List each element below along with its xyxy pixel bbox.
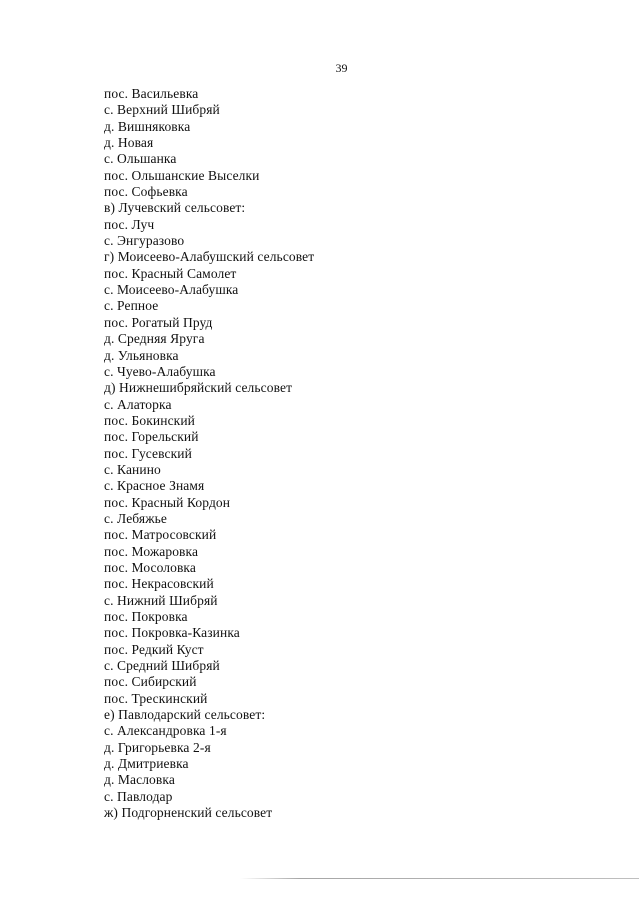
settlement-entry: пос. Некрасовский bbox=[104, 576, 214, 592]
settlement-entry: с. Верхний Шибряй bbox=[104, 102, 220, 118]
settlement-entry: пос. Бокинский bbox=[104, 412, 195, 428]
district-heading: д) Нижнешибряйский сельсовет bbox=[104, 380, 293, 396]
settlement-entry: д. Григорьевка 2-я bbox=[104, 739, 211, 755]
settlement-entry: пос. Ольшанские Выселки bbox=[104, 167, 260, 183]
settlement-entry: пос. Редкий Куст bbox=[104, 641, 204, 657]
settlement-entry: с. Ольшанка bbox=[104, 151, 177, 167]
settlement-entry: с. Чуево-Алабушка bbox=[104, 363, 216, 379]
settlement-entry: д. Ульяновка bbox=[104, 347, 179, 363]
settlement-entry: пос. Матросовский bbox=[104, 527, 217, 543]
settlement-entry: с. Средний Шибряй bbox=[104, 658, 220, 674]
settlement-entry: с. Красное Знамя bbox=[104, 478, 205, 494]
settlement-entry: пос. Васильевка bbox=[104, 86, 199, 101]
settlement-entry: с. Моисеево-Алабушка bbox=[104, 282, 239, 298]
settlement-entry: пос. Сибирский bbox=[104, 674, 197, 690]
settlement-entry: пос. Мосоловка bbox=[104, 559, 196, 575]
settlement-entry: пос. Софьевка bbox=[104, 184, 188, 200]
district-heading: г) Моисеево-Алабушский сельсовет bbox=[104, 249, 315, 265]
settlement-entry: с. Лебяжье bbox=[104, 510, 168, 526]
settlement-entry: с. Канино bbox=[104, 461, 161, 477]
settlement-entry: с. Нижний Шибряй bbox=[104, 592, 218, 608]
settlement-entry: д. Дмитриевка bbox=[104, 756, 189, 772]
settlement-entry: д. Новая bbox=[104, 135, 154, 151]
district-heading: в) Лучевский сельсовет: bbox=[104, 200, 246, 216]
settlement-entry: пос. Горельский bbox=[104, 429, 199, 445]
scan-edge-line bbox=[240, 878, 639, 879]
settlement-entry: пос. Можаровка bbox=[104, 543, 199, 559]
settlement-entry: с. Алаторка bbox=[104, 396, 172, 412]
settlement-entry: д. Средняя Яруга bbox=[104, 331, 205, 347]
settlement-entry: с. Александровка 1-я bbox=[104, 723, 227, 739]
settlement-entry: пос. Красный Самолет bbox=[104, 265, 237, 281]
settlement-entry: д. Масловка bbox=[104, 772, 175, 788]
page-number: 39 bbox=[335, 61, 348, 75]
settlement-entry: пос. Трескинский bbox=[104, 690, 208, 706]
district-heading: ж) Подгорненский сельсовет bbox=[104, 805, 273, 821]
settlement-entry: пос. Красный Кордон bbox=[104, 494, 231, 510]
settlement-entry: д. Вишняковка bbox=[104, 118, 191, 134]
district-heading: е) Павлодарский сельсовет: bbox=[104, 707, 266, 723]
settlement-entry: пос. Покровка bbox=[104, 609, 188, 624]
settlement-list bbox=[104, 86, 314, 821]
settlement-entry: с. Павлодар bbox=[104, 788, 173, 804]
settlement-entry: пос. Рогатый Пруд bbox=[104, 314, 213, 330]
settlement-entry: с. Репное bbox=[104, 298, 159, 314]
settlement-entry: пос. Гусевский bbox=[104, 445, 192, 461]
settlement-entry: пос. Покровка-Казинка bbox=[104, 625, 240, 641]
settlement-entry: пос. Луч bbox=[104, 216, 155, 232]
settlement-entry: с. Энгуразово bbox=[104, 233, 185, 249]
